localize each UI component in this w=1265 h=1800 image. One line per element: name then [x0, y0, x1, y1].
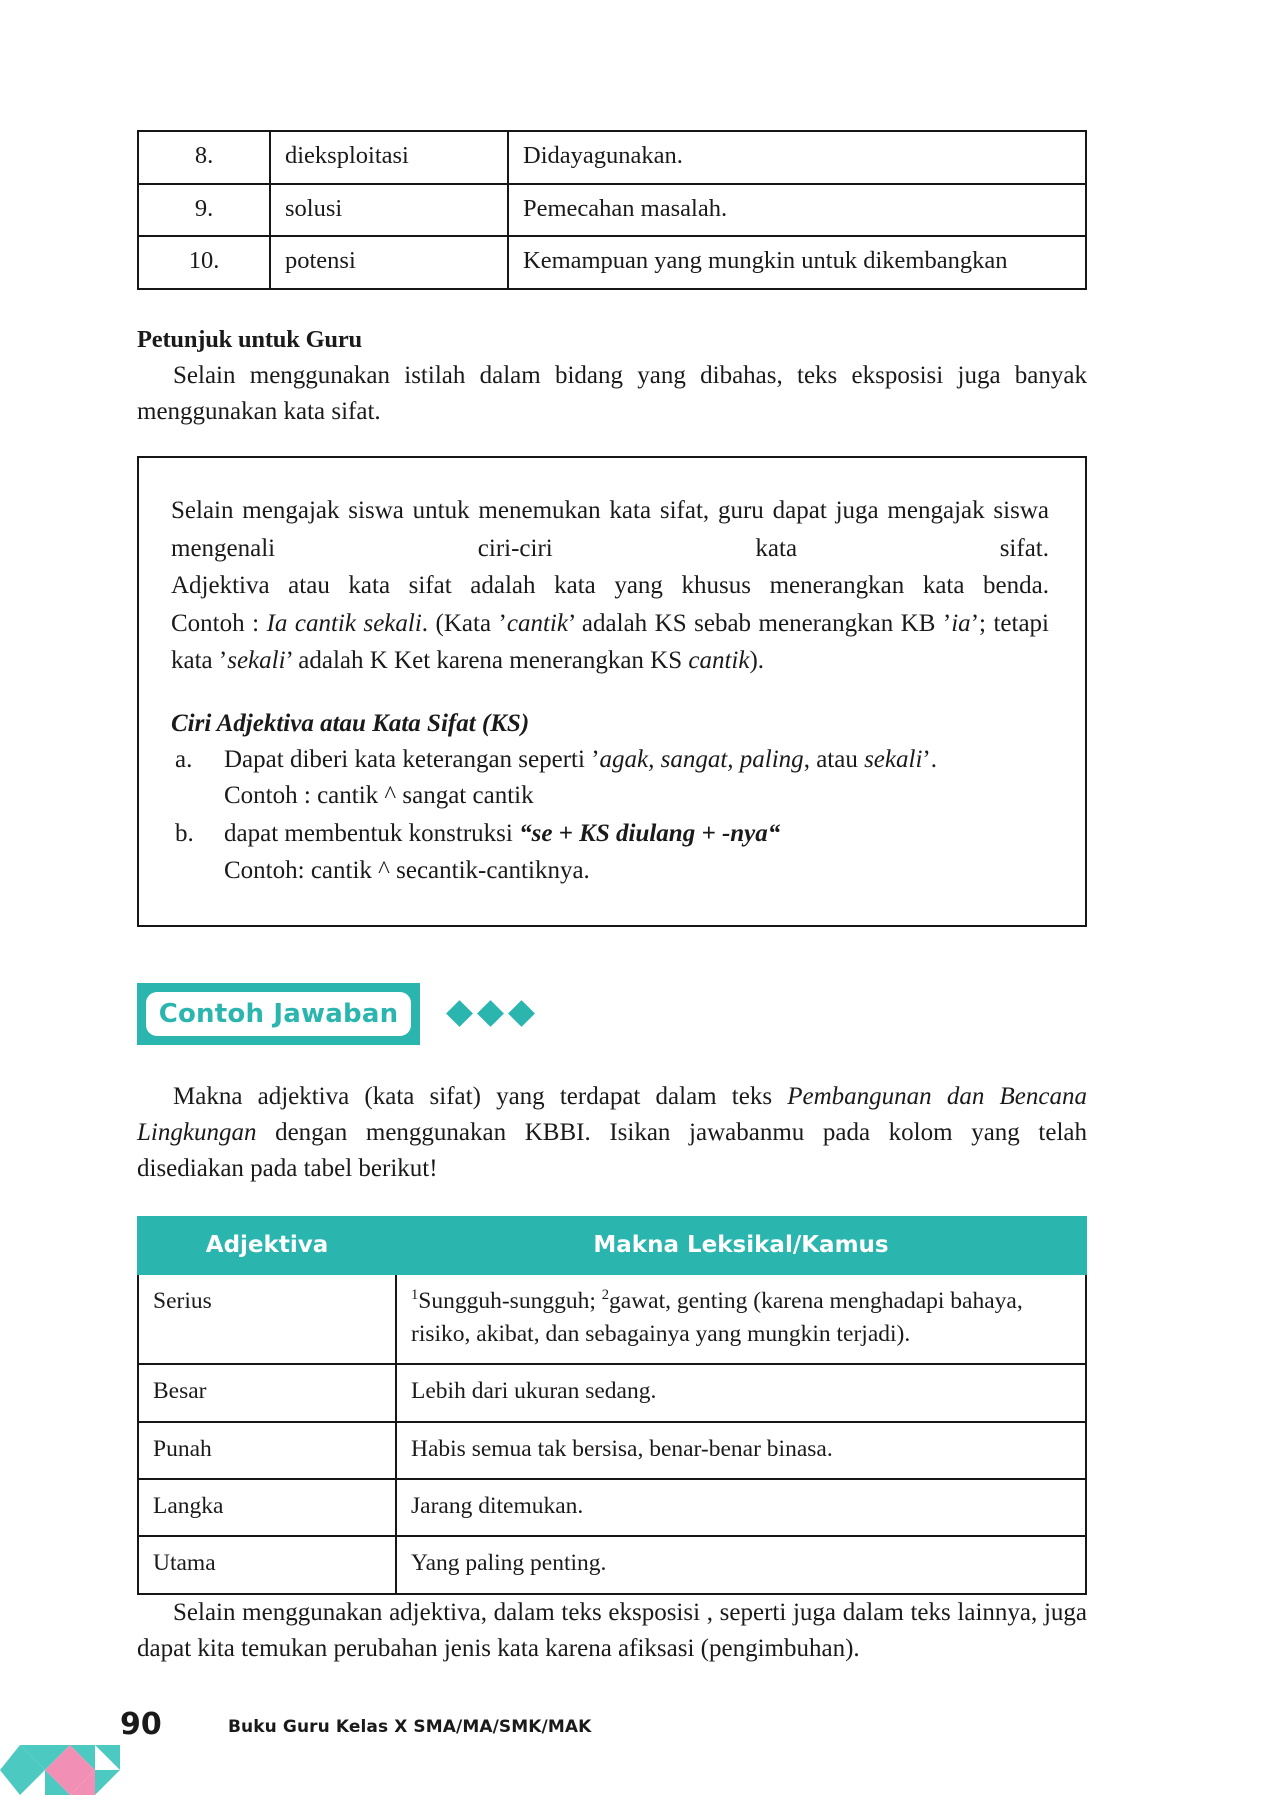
contoh-jawaban-label: Contoh Jawaban	[158, 998, 399, 1029]
table-row	[138, 131, 1086, 184]
page-number: 90	[120, 1707, 162, 1742]
diamond-icon	[446, 1000, 473, 1027]
item-a-example: Contoh : cantik ^ sangat cantik	[224, 782, 534, 810]
item-a-mid: , atau	[803, 745, 865, 773]
glossary-definition: Pemecahan masalah.	[508, 184, 1086, 237]
cell-adjektiva: Besar	[138, 1364, 396, 1421]
diamond-icon	[477, 1000, 504, 1027]
column-header-adjektiva: Adjektiva	[138, 1217, 396, 1274]
list-item	[171, 742, 1049, 815]
cell-makna: Lebih dari ukuran sedang.	[396, 1364, 1086, 1421]
list-marker-a: a.	[175, 745, 193, 773]
para3-mid-4: ’ adalah K Ket karena menerangkan KS	[285, 647, 689, 675]
para3-mid-3: ’; tetapi kata ’	[171, 609, 1049, 675]
teacher-box-para-2	[171, 567, 1049, 605]
closing-paragraph: Selain menggunakan adjektiva, dalam teks eksposisi , seperti juga dalam teks lainnya, juga dapat kita temukan perubahan jenis kata karena afiksasi (pengimbuhan).	[137, 1598, 1087, 1663]
answer-intro-title: Pembangunan dan Bencana Lingkungan	[137, 1082, 1087, 1147]
glossary-term: solusi	[270, 184, 508, 237]
item-a-text-prefix: Dapat diberi kata keterangan seperti ’	[224, 745, 600, 773]
footer-text: Buku Guru Kelas X SMA/MA/SMK/MAK	[228, 1717, 592, 1737]
ciri-adjektiva-subheading: Ciri Adjektiva atau Kata Sifat (KS)	[171, 709, 530, 737]
teacher-box-para-2-text: Adjektiva atau kata sifat adalah kata yang khusus menerangkan kata benda.	[171, 572, 1049, 600]
table-row	[138, 184, 1086, 237]
para3-suffix: ).	[749, 647, 765, 675]
cell-makna: Yang paling penting.	[396, 1536, 1086, 1593]
cell-adjektiva: Serius	[138, 1274, 396, 1365]
teacher-section-intro: Selain menggunakan istilah dalam bidang yang dibahas, teks eksposisi juga banyak menggunakan kata sifat.	[137, 361, 1087, 426]
teacher-box-para-1	[171, 492, 1049, 567]
contoh-jawaban-banner-row	[137, 983, 1087, 1045]
makna-part-1: Sungguh-sungguh;	[418, 1287, 602, 1314]
answer-intro-suffix: dengan menggunakan KBBI. Isikan jawabanmu pada kolom yang telah disediakan pada tabel berikut!	[137, 1119, 1087, 1183]
teacher-guidance-box	[137, 456, 1087, 927]
cell-adjektiva: Punah	[138, 1422, 396, 1479]
para3-mid-1: . (Kata ’	[421, 609, 507, 637]
table-row	[138, 1274, 1086, 1365]
quoted-word-sekali: sekali	[227, 647, 286, 675]
teacher-section-heading: Petunjuk untuk Guru	[137, 325, 362, 353]
cell-makna: Jarang ditemukan.	[396, 1479, 1086, 1536]
contoh-label: Contoh :	[171, 609, 267, 637]
item-b-example: Contoh: cantik ^ secantik-cantiknya.	[224, 856, 590, 884]
column-header-makna: Makna Leksikal/Kamus	[396, 1217, 1086, 1274]
page-content	[137, 130, 1087, 1667]
diamond-decoration	[450, 1004, 531, 1023]
example-phrase: Ia cantik sekali	[266, 609, 422, 637]
item-b-construction: “se + KS diulang + -nya“	[519, 820, 781, 848]
glossary-number: 10.	[138, 236, 270, 289]
glossary-table	[137, 130, 1087, 290]
table-row	[138, 236, 1086, 289]
table-row	[138, 1479, 1086, 1536]
makna-part-2: gawat, genting (karena menghadapi bahaya, risiko, akibat, dan sebagainya yang mungkin terjadi).	[411, 1287, 1023, 1347]
diamond-icon	[508, 1000, 535, 1027]
teacher-box-para-1-text: Selain mengajak siswa untuk menemukan kata sifat, guru dapat juga mengajak siswa mengenali ciri-ciri kata sifat.	[171, 497, 1049, 562]
cell-adjektiva: Langka	[138, 1479, 396, 1536]
cell-adjektiva: Utama	[138, 1536, 396, 1593]
table-row	[138, 1422, 1086, 1479]
item-b-text-prefix: dapat membentuk konstruksi	[224, 820, 520, 848]
item-a-italic-2: sekali	[864, 745, 923, 773]
contoh-jawaban-badge	[137, 983, 420, 1045]
glossary-definition: Didayagunakan.	[508, 131, 1086, 184]
footnote-marker-1: 1	[411, 1286, 419, 1303]
glossary-number: 8.	[138, 131, 270, 184]
item-a-suffix: ’.	[922, 745, 937, 773]
glossary-term: dieksploitasi	[270, 131, 508, 184]
list-marker-b: b.	[175, 820, 194, 848]
item-a-italic-1: agak, sangat, paling	[599, 745, 804, 773]
ciri-list	[171, 742, 1049, 889]
para3-mid-2: ’ adalah KS sebab menerangkan KB ’	[567, 609, 952, 637]
table-row	[138, 1364, 1086, 1421]
table-header-row	[138, 1217, 1086, 1274]
answer-intro-paragraph	[137, 1079, 1087, 1188]
answer-table	[137, 1216, 1087, 1595]
teacher-box-para-3	[171, 605, 1049, 680]
footnote-marker-2: 2	[601, 1286, 610, 1303]
glossary-term: potensi	[270, 236, 508, 289]
quoted-word-ia: ia	[951, 609, 971, 637]
list-item	[171, 816, 1049, 889]
glossary-definition: Kemampuan yang mungkin untuk dikembangkan	[508, 236, 1086, 289]
answer-intro-prefix: Makna adjektiva (kata sifat) yang terdapat dalam teks	[173, 1082, 788, 1110]
page-footer	[0, 1650, 1265, 1800]
glossary-number: 9.	[138, 184, 270, 237]
quoted-word-cantik: cantik	[506, 609, 568, 637]
table-row	[138, 1536, 1086, 1593]
cell-makna: Habis semua tak bersisa, benar-benar binasa.	[396, 1422, 1086, 1479]
cell-makna	[396, 1274, 1086, 1365]
quoted-word-cantik-2: cantik	[688, 647, 750, 675]
